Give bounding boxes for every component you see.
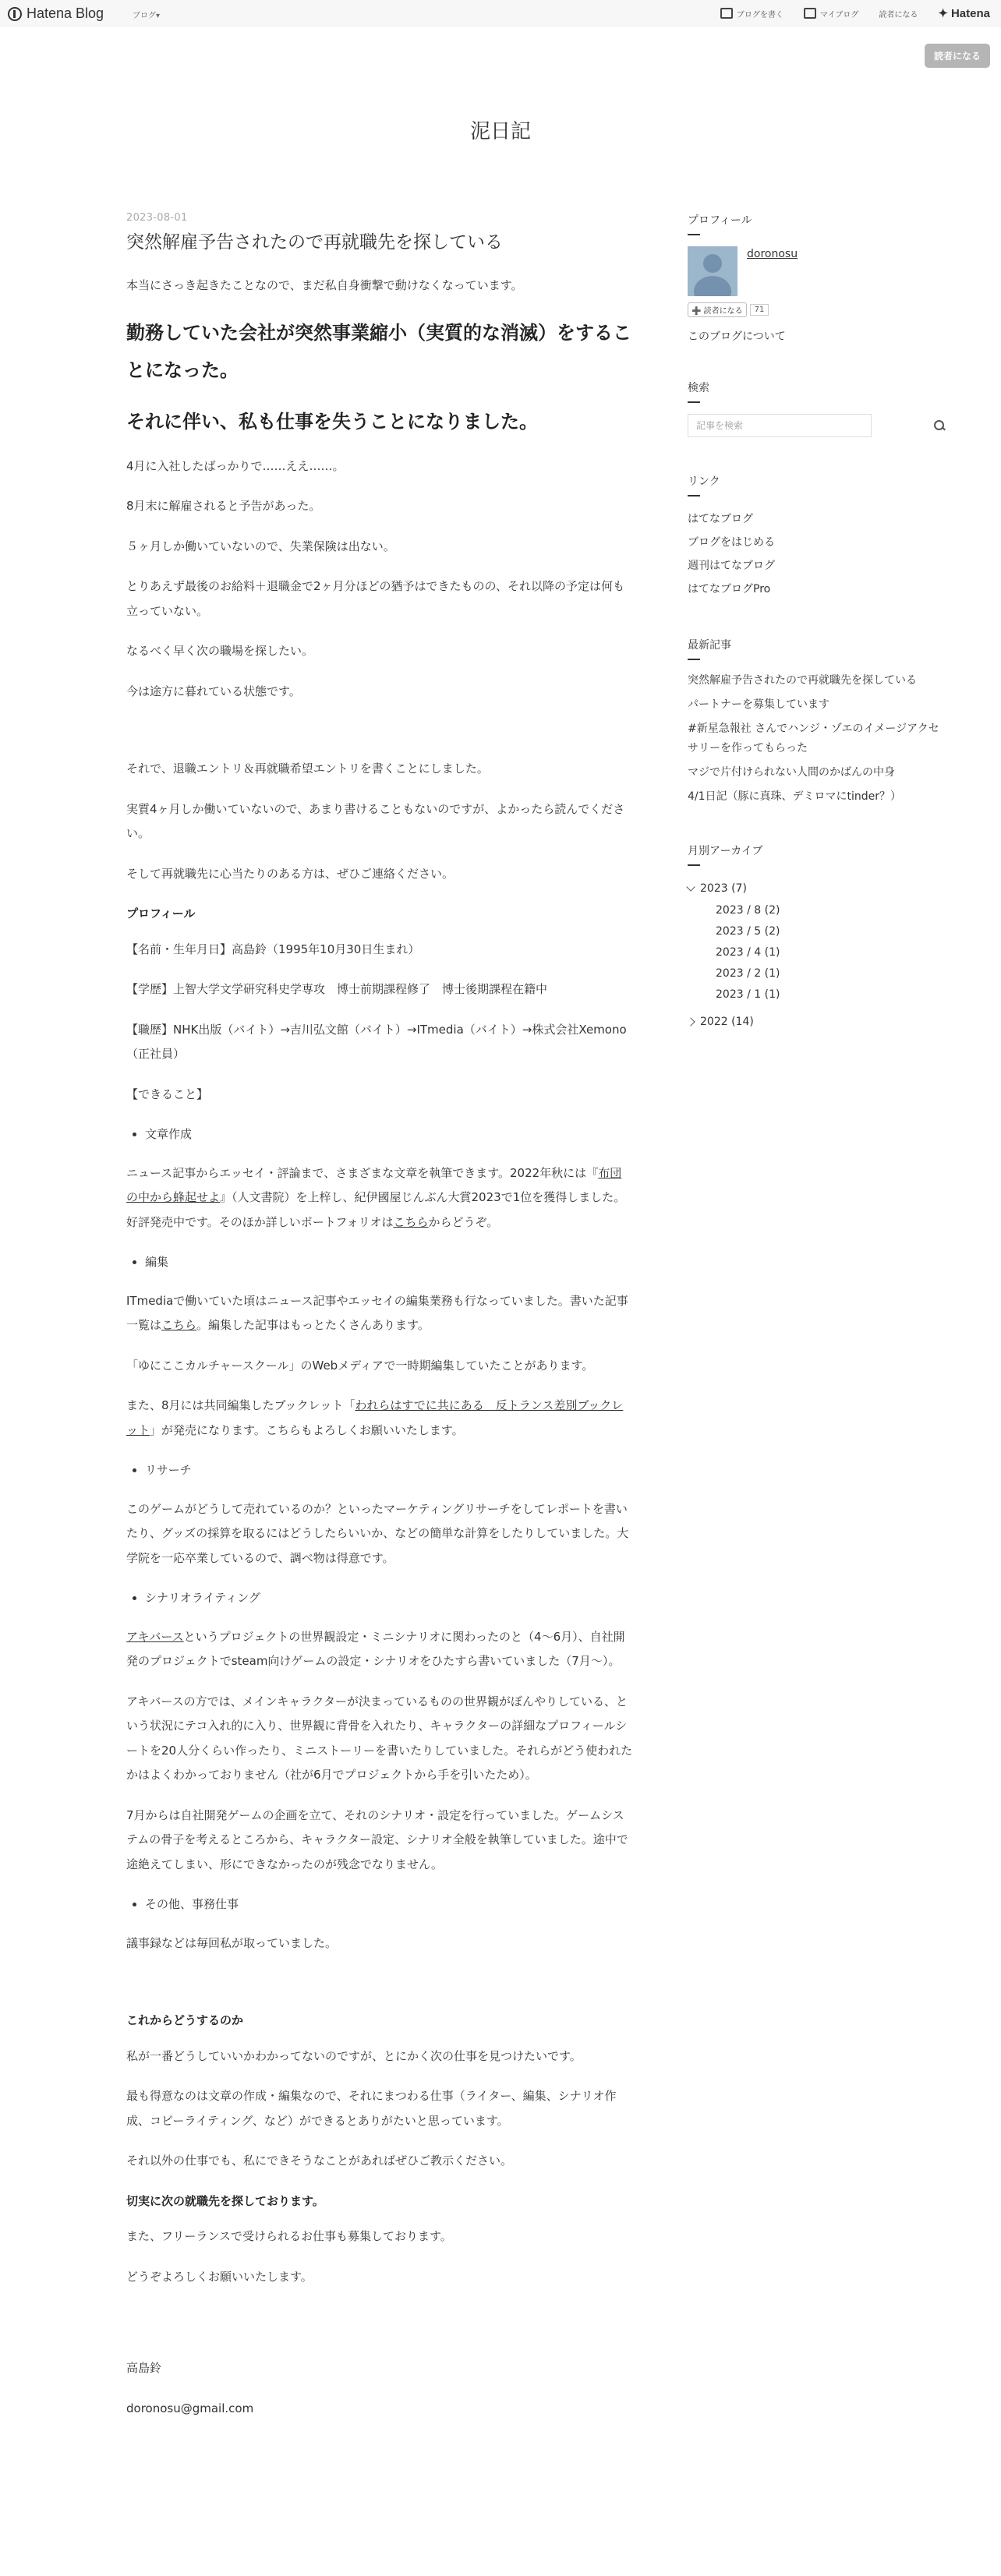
- text-span: 」が発売になります。こちらもよろしくお願いいたします。: [150, 1422, 464, 1437]
- paragraph: [126, 1394, 633, 1443]
- archive-year-label: 2023 (7): [700, 882, 747, 895]
- link-item[interactable]: 週刊はてなブログ: [688, 560, 775, 572]
- hatena-star-icon: ✦: [938, 7, 948, 20]
- akiverse-link[interactable]: アキバース: [126, 1629, 184, 1644]
- paragraph: 私が一番どうしていいかわかってないのですが、とにかく次の仕事を見つけたいです。: [126, 2048, 582, 2063]
- text-span: 』（人文書院）を上梓し、紀伊國屋じんぶん大賞2023で1位を獲得しました。好評発売中です。そのほか詳しいポートフォリオは: [126, 1190, 626, 1229]
- global-header: [0, 0, 1001, 27]
- bold-statement: 切実に次の就職先を探しております。: [126, 2193, 324, 2208]
- link-item[interactable]: はてなブログPro: [688, 583, 771, 595]
- paragraph: 今は途方に暮れている状態です。: [126, 684, 301, 698]
- paragraph: とりあえず最後のお給料＋退職金で2ヶ月分ほどの猶予はできたものの、それ以降の予定は何も立っていない。: [126, 579, 624, 618]
- paragraph: 【職歴】NHK出版（バイト）→吉川弘文館（バイト）→ITmedia（バイト）→株式会社Xemono（正社員）: [126, 1022, 627, 1062]
- recent-entry[interactable]: パートナーを募集しています: [688, 698, 829, 711]
- username-link[interactable]: doronosu: [747, 248, 798, 260]
- subscribe-button[interactable]: 読者になる: [925, 44, 990, 68]
- archive-module: [688, 843, 945, 1034]
- paragraph: 7月からは自社開発ゲームの企画を立て、それのシナリオ・設定を行っていました。ゲームシステムの骨子を考えるところから、キャラクター設定、シナリオ全般を執筆していました。途中で途絶えてしまい、形にできなかったのが残念でなりません。: [126, 1807, 628, 1871]
- paragraph: アキバースの方では、メインキャラクターが決まっているものの世界観がぼんやりしている、という状況にテコ入れ的に入り、世界観に背骨を入れたり、キャラクターの詳細なプロフィールシートを20人分くらい作ったり、ミニストーリーを書いたりしていました。それらがどう使われたかはよくわかっておりません（社が6月でプロジェクトから手を引いたため）。: [126, 1694, 633, 1783]
- profile-heading: プロフィール: [126, 906, 196, 921]
- chevron-right-icon: [686, 1017, 695, 1026]
- paragraph: それで、退職エントリ＆再就職希望エントリを書くことにしました。: [126, 761, 489, 776]
- portfolio-link[interactable]: こちら: [393, 1214, 429, 1229]
- search-module: [688, 380, 945, 437]
- profile-module: [688, 212, 945, 344]
- archive-month[interactable]: 2023 / 4 (1): [716, 946, 780, 959]
- articles-link[interactable]: こちら: [161, 1318, 197, 1333]
- paragraph: 4月に入社したばっかりで……ええ……。: [126, 458, 345, 473]
- future-heading: これからどうするのか: [126, 2013, 244, 2028]
- write-blog-button[interactable]: [720, 8, 783, 19]
- text-span: ITmediaで働いていた頃はニュース記事やエッセイの編集業務も行なっていました。書いた記事一覧は: [126, 1293, 628, 1333]
- paragraph: 8月末に解雇されると予告があった。: [126, 499, 321, 514]
- paragraph: どうぞよろしくお願いいたします。: [126, 2269, 313, 2284]
- text-span: また、8月には共同編集したブックレット「: [126, 1398, 355, 1413]
- archive-year-label: 2022 (14): [700, 1016, 754, 1028]
- archive-title: 月別アーカイブ: [688, 843, 945, 866]
- email-address: doronosu@gmail.com: [126, 2401, 254, 2415]
- paragraph: [126, 1161, 633, 1235]
- chevron-down-icon: [686, 882, 695, 891]
- archive-month[interactable]: 2023 / 8 (2): [716, 904, 780, 917]
- paragraph: なるべく早く次の職場を探したい。: [126, 644, 314, 659]
- subscriber-count[interactable]: 71: [750, 304, 769, 316]
- list-item: • 文章作成: [145, 1122, 633, 1147]
- my-blog-button[interactable]: [804, 8, 859, 19]
- hatena-account-menu[interactable]: [938, 6, 990, 20]
- archive-month[interactable]: 2023 / 2 (1): [716, 967, 780, 980]
- paragraph: このゲームがどうして売れているのか？といったマーケティングリサーチをしてレポートを書いたり、グッズの採算を取るにはどうしたらいいか、などの簡単な計算をしたりしていました。大学院を一応卒業しているので、調べ物は得意です。: [126, 1501, 629, 1565]
- write-blog-label: ブログを書く: [736, 10, 783, 19]
- search-icon[interactable]: [934, 420, 945, 431]
- search-title: 検索: [688, 380, 945, 403]
- list-item: • リサーチ: [145, 1458, 633, 1483]
- booklet-link[interactable]: われらはすでに共にある 反トランス差別ブックレット: [126, 1398, 624, 1437]
- article: [126, 212, 633, 2436]
- recent-entry[interactable]: #新星急報社 さんでハンジ・ゾエのイメージアクセサリーを作ってもらった: [688, 723, 939, 754]
- paragraph: [126, 1289, 633, 1338]
- recent-entry[interactable]: マジで片付けられない人間のかばんの中身: [688, 766, 895, 779]
- paragraph: 【名前・生年月日】高島鈴（1995年10月30日生まれ）: [126, 942, 420, 956]
- entry-date[interactable]: 2023-08-01: [126, 212, 188, 224]
- paragraph: 議事録などは毎回私が取っていました。: [126, 1935, 338, 1950]
- recent-entry[interactable]: 突然解雇予告されたので再就職先を探している: [688, 674, 917, 687]
- heading: 勤務していた会社が突然事業縮小（実質的な消滅）をすることになった。: [126, 321, 631, 381]
- list-item: • シナリオライティング: [145, 1586, 633, 1611]
- pencil-icon: [720, 8, 733, 19]
- hatena-blog-logo-icon: [8, 7, 22, 21]
- entry-title[interactable]: 突然解雇予告されたので再就職先を探している: [126, 232, 503, 253]
- link-item[interactable]: ブログをはじめる: [688, 536, 775, 549]
- text-span: からどうぞ。: [428, 1214, 499, 1229]
- logo-text: Hatena Blog: [27, 5, 104, 21]
- sidebar-subscribe-button[interactable]: ➕ 読者になる: [688, 302, 747, 317]
- links-module: [688, 473, 945, 601]
- entry-content: [126, 274, 633, 2421]
- about-blog-link[interactable]: このブログについて: [688, 330, 786, 343]
- sidebar: [688, 212, 945, 1069]
- paragraph: [126, 1625, 633, 1674]
- reader-link[interactable]: 読者になる: [879, 10, 918, 19]
- blog-menu-dropdown[interactable]: ブログ▾: [133, 12, 161, 20]
- list-item: • 編集: [145, 1250, 633, 1275]
- recent-entry[interactable]: 4/1日記（豚に真珠、デミロマにtinder？）: [688, 790, 902, 803]
- heading: それに伴い、私も仕事を失うことになりました。: [126, 410, 538, 433]
- book-link[interactable]: 布団の中から蜂起せよ: [126, 1165, 622, 1205]
- paragraph: 【学歴】上智大学文学研究科史学専攻 博士前期課程修了 博士後期課程在籍中: [126, 982, 548, 997]
- link-item[interactable]: はてなブログ: [688, 513, 753, 525]
- archive-month[interactable]: 2023 / 1 (1): [716, 988, 780, 1001]
- paragraph: そして再就職先に心当たりのある方は、ぜひご連絡ください。: [126, 866, 455, 881]
- recent-title: 最新記事: [688, 637, 945, 660]
- blog-title[interactable]: 泥日記: [469, 120, 531, 143]
- recent-entries-module: [688, 637, 945, 807]
- archive-year-2022[interactable]: [688, 1010, 945, 1034]
- archive-month[interactable]: 2023 / 5 (2): [716, 925, 780, 938]
- text-span: 。編集した記事はもっとたくさんあります。: [196, 1318, 430, 1333]
- paragraph: ５ヶ月しか働いていないので、失業保険は出ない。: [126, 539, 395, 553]
- paragraph: 本当にさっき起きたことなので、まだ私自身衝撃で動けなくなっています。: [126, 278, 523, 293]
- hatena-label: Hatena: [950, 6, 990, 20]
- hatena-blog-logo[interactable]: [8, 5, 104, 22]
- links-title: リンク: [688, 473, 945, 496]
- paragraph: 最も得意なのは文章の作成・編集なので、それにまつわる仕事（ライター、編集、シナリオ作成、コピーライティング、など）ができるとありがたいと思っています。: [126, 2089, 617, 2128]
- paragraph: 実質4ヶ月しか働いていないので、あまり書けることもないのですが、よかったら読んでください。: [126, 801, 625, 841]
- text-span: ニュース記事からエッセイ・評論まで、さまざまな文章を執筆できます。2022年秋には『: [126, 1165, 599, 1180]
- signature: 高島鈴: [126, 2361, 162, 2376]
- paragraph: また、フリーランスで受けられるお仕事も募集しております。: [126, 2229, 452, 2244]
- paragraph: 【できること】: [126, 1087, 209, 1101]
- avatar[interactable]: [688, 246, 737, 296]
- search-input[interactable]: 記事を検索: [688, 414, 872, 437]
- text-span: というプロジェクトの世界観設定・ミニシナリオに関わったのと（4〜6月）、自社開発のプロジェクトでsteam向けゲームの設定・シナリオをひたすら書いていました（7月〜）。: [126, 1629, 625, 1669]
- paragraph: 「ゆにここカルチャースクール」のWebメディアで一時期編集していたことがあります。: [126, 1358, 594, 1373]
- paragraph: それ以外の仕事でも、私にできそうなことがあればぜひご教示ください。: [126, 2154, 513, 2168]
- archive-year-2023[interactable]: [688, 877, 945, 900]
- list-item: • その他、事務仕事: [145, 1892, 633, 1917]
- my-blog-label: マイブログ: [819, 10, 859, 19]
- profile-title: プロフィール: [688, 212, 945, 235]
- blog-icon: [804, 8, 816, 19]
